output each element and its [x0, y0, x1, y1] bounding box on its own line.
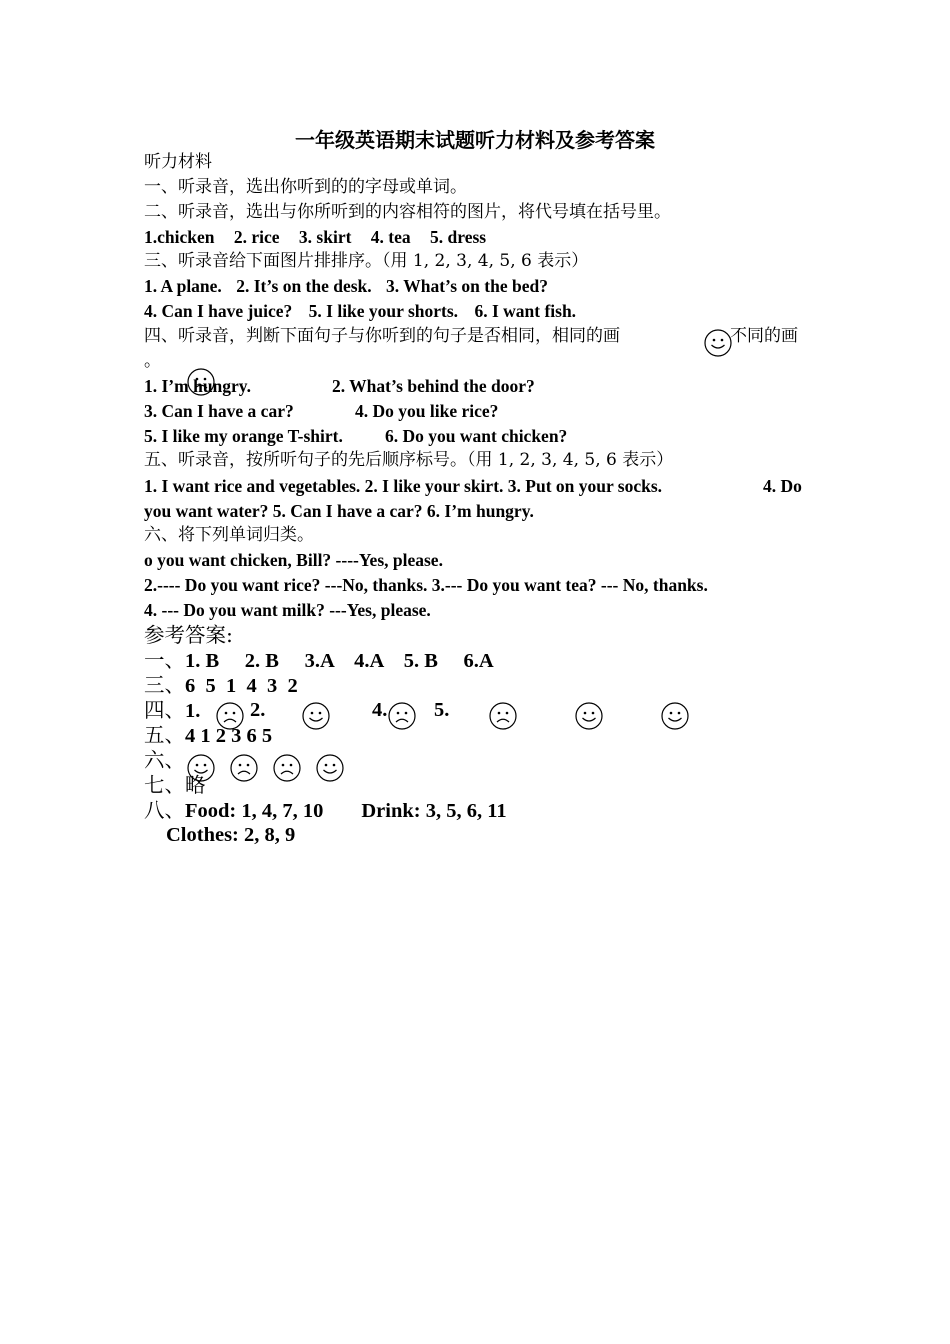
- answer-1: 一、1. B 2. B 3.A 4.A 5. B 6.A: [144, 648, 494, 672]
- section-4-instruction-period: 。: [144, 351, 161, 371]
- answer-5: 五、4 1 2 3 6 5: [144, 723, 273, 747]
- section-5-line-1-end: 4. Do: [763, 476, 802, 496]
- list-item: 4. Can I have juice?: [144, 301, 293, 321]
- sad-face-icon: [229, 753, 259, 783]
- section-3-line-1: [144, 274, 548, 298]
- section-5-line-1: 1. I want rice and vegetables. 2. I like your skirt. 3. Put on your socks.: [144, 476, 663, 496]
- answer-6-label: 六、: [144, 748, 185, 772]
- smiley-face-icon: [660, 701, 690, 731]
- list-item: 3. skirt: [298, 227, 352, 247]
- answers-heading: 参考答案:: [144, 623, 233, 647]
- answer-4-label: 四、1.: [144, 698, 201, 722]
- answer-8-clothes: Clothes: 2, 8, 9: [166, 824, 296, 846]
- section-4-line-2a: 3. Can I have a car?: [144, 401, 294, 421]
- section-4-line-3b: 6. Do you want chicken?: [385, 426, 568, 446]
- section-3-line-2: [144, 299, 576, 323]
- page-title: 一年级英语期末试题听力材料及参考答案: [295, 128, 655, 152]
- answer-7: 七、略: [144, 773, 206, 797]
- sad-face-icon: [387, 701, 417, 731]
- answer-8: 八、Food: 1, 4, 7, 10 Drink: 3, 5, 6, 11: [144, 798, 507, 822]
- smiley-face-icon: [703, 328, 733, 358]
- section-6-line-2: 2.---- Do you want rice? ---No, thanks. 3.--- Do you want tea? --- No, thanks.: [144, 575, 708, 595]
- section-2-items: [144, 225, 486, 249]
- section-4-instruction: 四、听录音，判断下面句子与你听到的句子是否相同，相同的画: [144, 326, 620, 346]
- section-4-instruction-end: 不同的画: [730, 326, 798, 346]
- list-item: 6. I want fish.: [474, 301, 577, 321]
- answer-4-item-2: 2.: [250, 699, 266, 721]
- section-4-line-1b: 2. What’s behind the door?: [332, 376, 535, 396]
- section-6-line-1: o you want chicken, Bill? ----Yes, please.: [144, 550, 443, 570]
- list-item: 5. dress: [430, 227, 487, 247]
- sad-face-icon: [488, 701, 518, 731]
- answer-4-item-5: 5.: [434, 699, 450, 721]
- section-5-instruction: 五、听录音，按所听句子的先后顺序标号。（用 1, 2, 3, 4, 5, 6 表示）: [144, 450, 674, 470]
- smiley-face-icon: [301, 701, 331, 731]
- smiley-face-icon: [574, 701, 604, 731]
- list-item: 2. It’s on the desk.: [236, 276, 372, 296]
- list-item: 3. What’s on the bed?: [386, 276, 548, 296]
- section-5-line-2: you want water? 5. Can I have a car? 6. I’m hungry.: [144, 501, 534, 521]
- listening-heading: 听力材料: [144, 152, 212, 172]
- section-4-line-3a: 5. I like my orange T-shirt.: [144, 426, 343, 446]
- sad-face-icon: [272, 753, 302, 783]
- list-item: 1. A plane.: [144, 276, 222, 296]
- list-item: 4. tea: [370, 227, 411, 247]
- list-item: 1.chicken: [144, 227, 215, 247]
- answer-3: 三、6 5 1 4 3 2: [144, 673, 298, 697]
- section-3-instruction: 三、听录音给下面图片排排序。（用 1, 2, 3, 4, 5, 6 表示）: [144, 251, 589, 271]
- smiley-face-icon: [315, 753, 345, 783]
- section-4-line-2b: 4. Do you like rice?: [355, 401, 499, 421]
- section-2-instruction: 二、听录音，选出与你所听到的内容相符的图片，将代号填在括号里。: [144, 202, 671, 222]
- section-6-instruction: 六、将下列单词归类。: [144, 525, 314, 545]
- section-6-line-3: 4. --- Do you want milk? ---Yes, please.: [144, 600, 431, 620]
- answer-4-item-4: 4.: [372, 699, 388, 721]
- list-item: 2. rice: [233, 227, 280, 247]
- list-item: 5. I like your shorts.: [308, 301, 459, 321]
- section-1-instruction: 一、听录音，选出你听到的的字母或单词。: [144, 177, 467, 197]
- section-4-line-1a: 1. I’m hungry.: [144, 376, 251, 396]
